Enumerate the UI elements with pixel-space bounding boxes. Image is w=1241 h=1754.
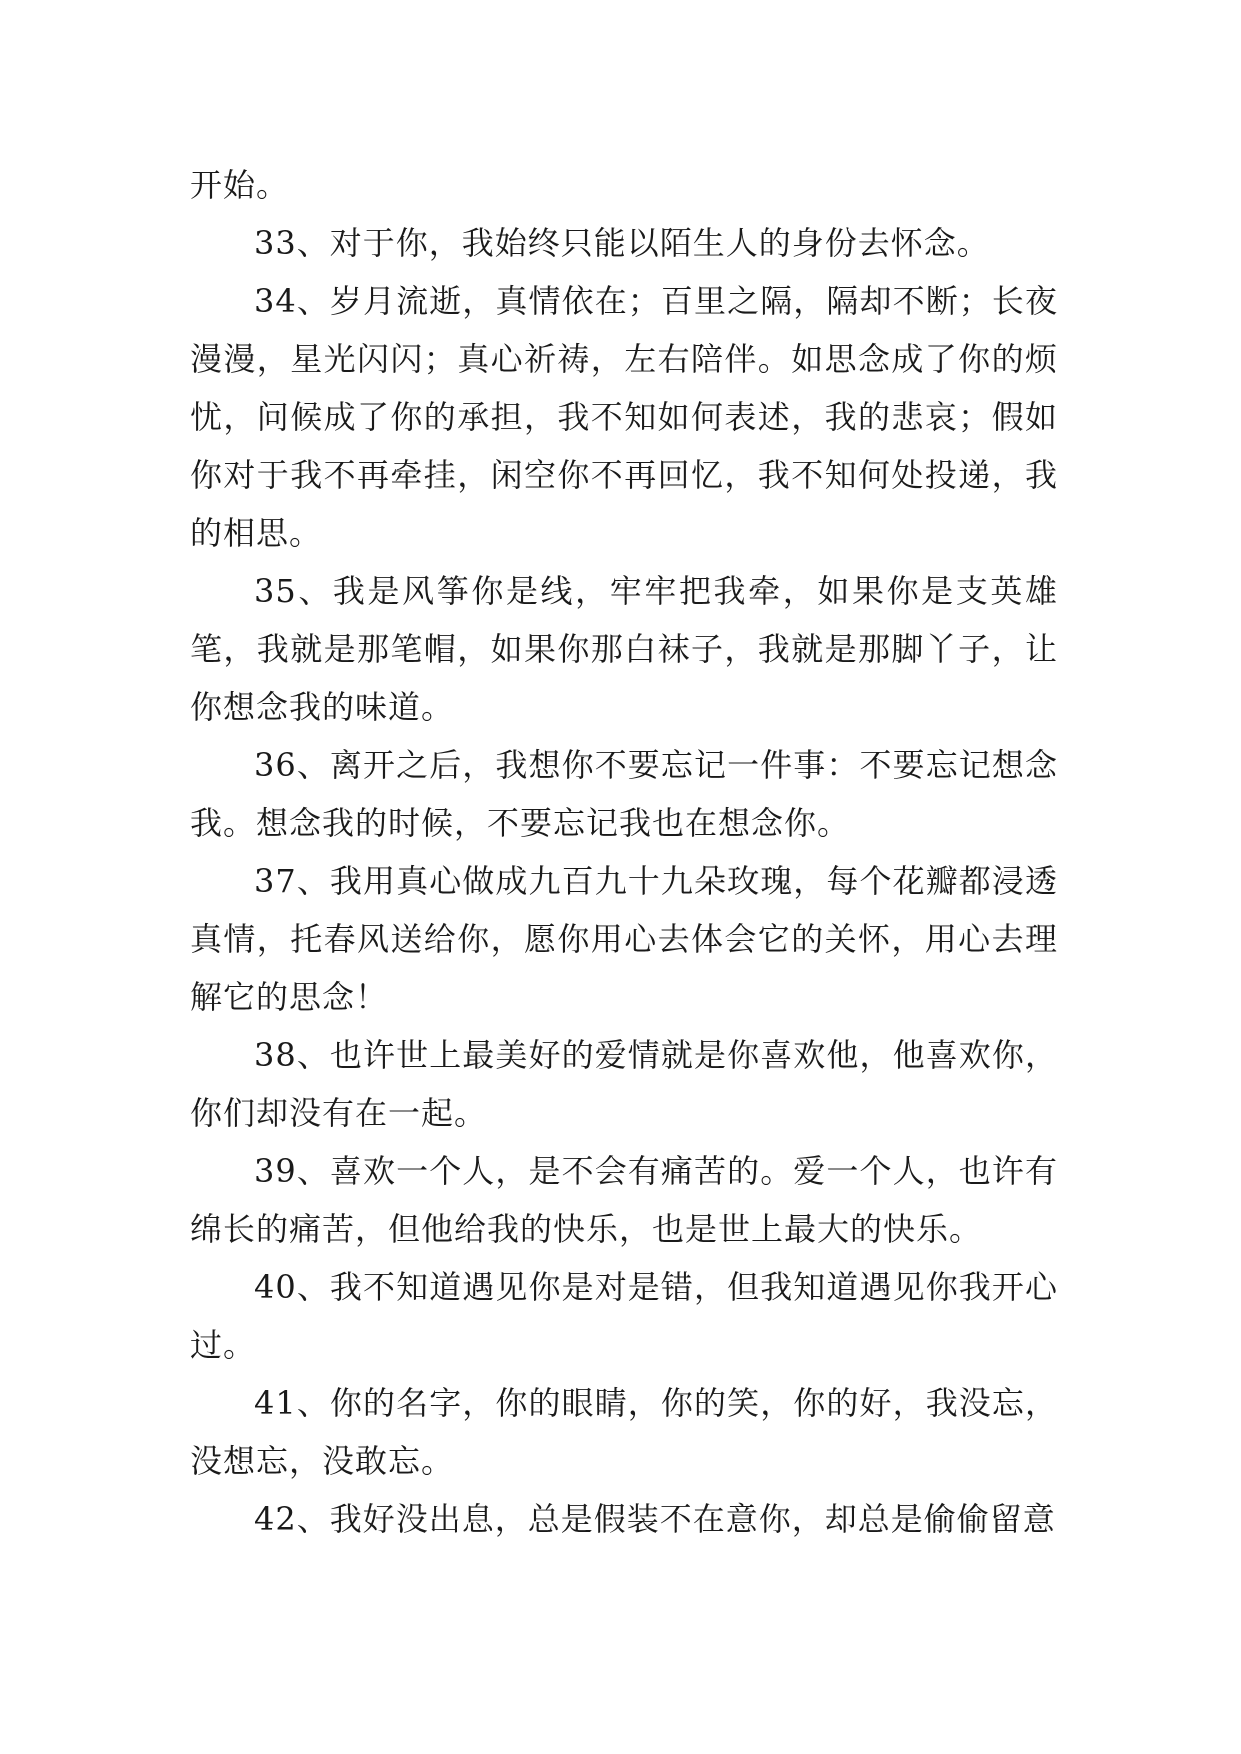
paragraph-continuation: 开始。 [190, 166, 290, 204]
paragraph-42: 42、我好没出息，总是假装不在意你，却总是偷偷留意 [254, 1500, 1056, 1538]
paragraph-37: 37、我用真心做成九百九十九朵玫瑰，每个花瓣都浸透真情，托春风送给你，愿你用心去体会它的关怀，用心去理解它的思念！ [190, 862, 1058, 1016]
paragraph-40: 40、我不知道遇见你是对是错，但我知道遇见你我开心过。 [190, 1268, 1058, 1364]
body-text [190, 156, 1058, 1548]
paragraph-38: 38、也许世上最美好的爱情就是你喜欢他，他喜欢你，你们却没有在一起。 [190, 1036, 1058, 1132]
paragraph-33: 33、对于你，我始终只能以陌生人的身份去怀念。 [254, 224, 990, 262]
paragraph-36: 36、离开之后，我想你不要忘记一件事：不要忘记想念我。想念我的时候，不要忘记我也在想念你。 [190, 746, 1058, 842]
paragraph-41: 41、你的名字，你的眼睛，你的笑，你的好，我没忘，没想忘，没敢忘。 [190, 1384, 1058, 1480]
paragraph-39: 39、喜欢一个人，是不会有痛苦的。爱一个人，也许有绵长的痛苦，但他给我的快乐，也是世上最大的快乐。 [190, 1152, 1058, 1248]
paragraph-35: 35、我是风筝你是线，牢牢把我牵，如果你是支英雄笔，我就是那笔帽，如果你那白袜子，我就是那脚丫子，让你想念我的味道。 [190, 572, 1058, 726]
paragraph-34: 34、岁月流逝，真情依在；百里之隔，隔却不断；长夜漫漫，星光闪闪；真心祈祷，左右陪伴。如思念成了你的烦忧，问候成了你的承担，我不知如何表述，我的悲哀；假如你对于我不再牵挂，闲空你不再回忆，我不知何处投递，我的相思。 [190, 282, 1058, 552]
